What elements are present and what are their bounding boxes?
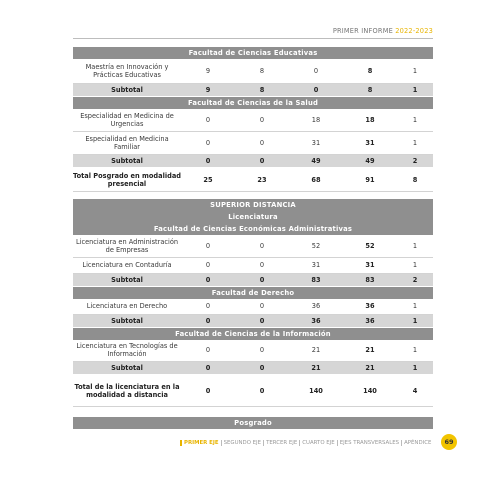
cell-value: 31 [343, 132, 397, 155]
subtotal-row [73, 273, 433, 286]
cell-value: 31 [289, 132, 343, 155]
cell-value: 9 [181, 59, 235, 83]
faculty-name: Facultad de Ciencias Educativas [73, 47, 433, 59]
cell-value: 49 [343, 155, 397, 168]
cell-value: 1 [397, 109, 433, 132]
cell-value: 1 [397, 299, 433, 315]
cell-value: 21 [289, 340, 343, 362]
cell-value: 0 [235, 362, 289, 375]
cell-value: 23 [235, 168, 289, 192]
cell-value: 0 [235, 314, 289, 327]
program-name: Especialidad en Medicina de Urgencias [73, 109, 181, 132]
cell-value: 1 [397, 83, 433, 96]
total-label: Total de la licenciatura en la modalidad a distancia [73, 375, 181, 407]
cell-value: 1 [397, 340, 433, 362]
cell-value: 31 [289, 257, 343, 273]
program-name: Maestría en Innovación y Prácticas Educativas [73, 59, 181, 83]
cell-value: 0 [235, 109, 289, 132]
cell-value: 83 [343, 273, 397, 286]
header-divider [73, 38, 433, 39]
cell-value: 0 [181, 257, 235, 273]
table-row [73, 109, 433, 132]
footer-link-cuarto-eje[interactable]: CUARTO EJE [299, 440, 336, 446]
footer-link-segundo-eje[interactable]: SEGUNDO EJE [221, 440, 264, 446]
cell-value: 83 [289, 273, 343, 286]
faculty-name: Facultad de Ciencias Económicas Administrativas [73, 223, 433, 235]
cell-value: 0 [235, 155, 289, 168]
cell-value: 0 [235, 235, 289, 257]
cell-value: 31 [343, 257, 397, 273]
faculty-name: Facultad de Ciencias de la Información [73, 327, 433, 340]
subtotal-label: Subtotal [73, 83, 181, 96]
table-row [73, 340, 433, 362]
cell-value: 4 [397, 375, 433, 407]
subtotal-label: Subtotal [73, 362, 181, 375]
program-name: Licenciatura en Contaduría [73, 257, 181, 273]
program-name: Licenciatura en Administración de Empresas [73, 235, 181, 257]
cell-value: 68 [289, 168, 343, 192]
faculty-header-row [73, 286, 433, 299]
cell-value: 0 [181, 155, 235, 168]
cell-value: 52 [289, 235, 343, 257]
footer-link-ejes-transversales[interactable]: EJES TRANSVERSALES [337, 440, 401, 446]
cell-value: 2 [397, 273, 433, 286]
cell-value: 36 [343, 299, 397, 315]
cell-value: 36 [343, 314, 397, 327]
subtotal-row [73, 314, 433, 327]
level-title: Licenciatura [73, 211, 433, 223]
faculty-header-row [73, 223, 433, 235]
table-row [73, 132, 433, 155]
total-row [73, 168, 433, 192]
section-title: SUPERIOR DISTANCIA [73, 199, 433, 211]
program-name: Licenciatura en Tecnologías de Información [73, 340, 181, 362]
cell-value: 8 [343, 59, 397, 83]
cell-value: 0 [235, 273, 289, 286]
table-row [73, 257, 433, 273]
cell-value: 0 [181, 235, 235, 257]
section-title-row [73, 199, 433, 211]
cell-value: 0 [181, 273, 235, 286]
program-name: Licenciatura en Derecho [73, 299, 181, 315]
subtotal-row [73, 155, 433, 168]
page-number-badge: 69 [441, 434, 457, 450]
cell-value: 0 [289, 83, 343, 96]
cell-value: 8 [235, 83, 289, 96]
cell-value: 0 [181, 340, 235, 362]
cell-value: 9 [181, 83, 235, 96]
cell-value: 1 [397, 362, 433, 375]
cell-value: 49 [289, 155, 343, 168]
faculty-header-row [73, 327, 433, 340]
cell-value: 1 [397, 235, 433, 257]
cell-value: 18 [343, 109, 397, 132]
footer-link-primer-eje[interactable]: PRIMER EJE [180, 440, 221, 446]
cell-value: 0 [181, 109, 235, 132]
cell-value: 0 [289, 59, 343, 83]
table-row [73, 235, 433, 257]
table-row [73, 299, 433, 315]
report-title: PRIMER INFORME [332, 27, 393, 35]
cell-value: 1 [397, 132, 433, 155]
cell-value: 18 [289, 109, 343, 132]
faculty-header-row [73, 96, 433, 109]
section-title: Posgrado [73, 417, 433, 429]
cell-value: 1 [397, 59, 433, 83]
subtotal-row [73, 83, 433, 96]
subtotal-label: Subtotal [73, 273, 181, 286]
cell-value: 21 [289, 362, 343, 375]
cell-value: 2 [397, 155, 433, 168]
cell-value: 36 [289, 314, 343, 327]
cell-value: 0 [181, 132, 235, 155]
cell-value: 8 [343, 83, 397, 96]
program-name: Especialidad en Medicina Familiar [73, 132, 181, 155]
cell-value: 1 [397, 314, 433, 327]
cell-value: 0 [235, 132, 289, 155]
cell-value: 52 [343, 235, 397, 257]
cell-value: 0 [235, 375, 289, 407]
cell-value: 36 [289, 299, 343, 315]
cell-value: 91 [343, 168, 397, 192]
cell-value: 1 [397, 257, 433, 273]
faculty-header-row [73, 47, 433, 59]
enrollment-table-posgrado [73, 47, 433, 192]
cell-value: 8 [235, 59, 289, 83]
table-row [73, 59, 433, 83]
cell-value: 21 [343, 362, 397, 375]
cell-value: 0 [235, 340, 289, 362]
cell-value: 0 [181, 375, 235, 407]
subtotal-label: Subtotal [73, 155, 181, 168]
running-header [333, 27, 433, 35]
cell-value: 0 [181, 299, 235, 315]
cell-value: 0 [181, 314, 235, 327]
report-year: 2022-2023 [395, 27, 433, 35]
cell-value: 8 [397, 168, 433, 192]
footer-link-tercer-eje[interactable]: TERCER EJE [263, 440, 299, 446]
footer-link-apendice[interactable]: APÉNDICE [401, 440, 433, 446]
level-title-row [73, 211, 433, 223]
cell-value: 0 [181, 362, 235, 375]
cell-value: 140 [343, 375, 397, 407]
cell-value: 0 [235, 257, 289, 273]
cell-value: 25 [181, 168, 235, 192]
enrollment-table-distancia [73, 199, 433, 429]
spacer-row [73, 407, 433, 418]
footer-nav [180, 438, 433, 448]
cell-value: 140 [289, 375, 343, 407]
total-row [73, 375, 433, 407]
subtotal-row [73, 362, 433, 375]
total-label: Total Posgrado en modalidad presencial [73, 168, 181, 192]
subtotal-label: Subtotal [73, 314, 181, 327]
section-title-row [73, 417, 433, 429]
cell-value: 21 [343, 340, 397, 362]
faculty-name: Facultad de Derecho [73, 286, 433, 299]
faculty-name: Facultad de Ciencias de la Salud [73, 96, 433, 109]
cell-value: 0 [235, 299, 289, 315]
